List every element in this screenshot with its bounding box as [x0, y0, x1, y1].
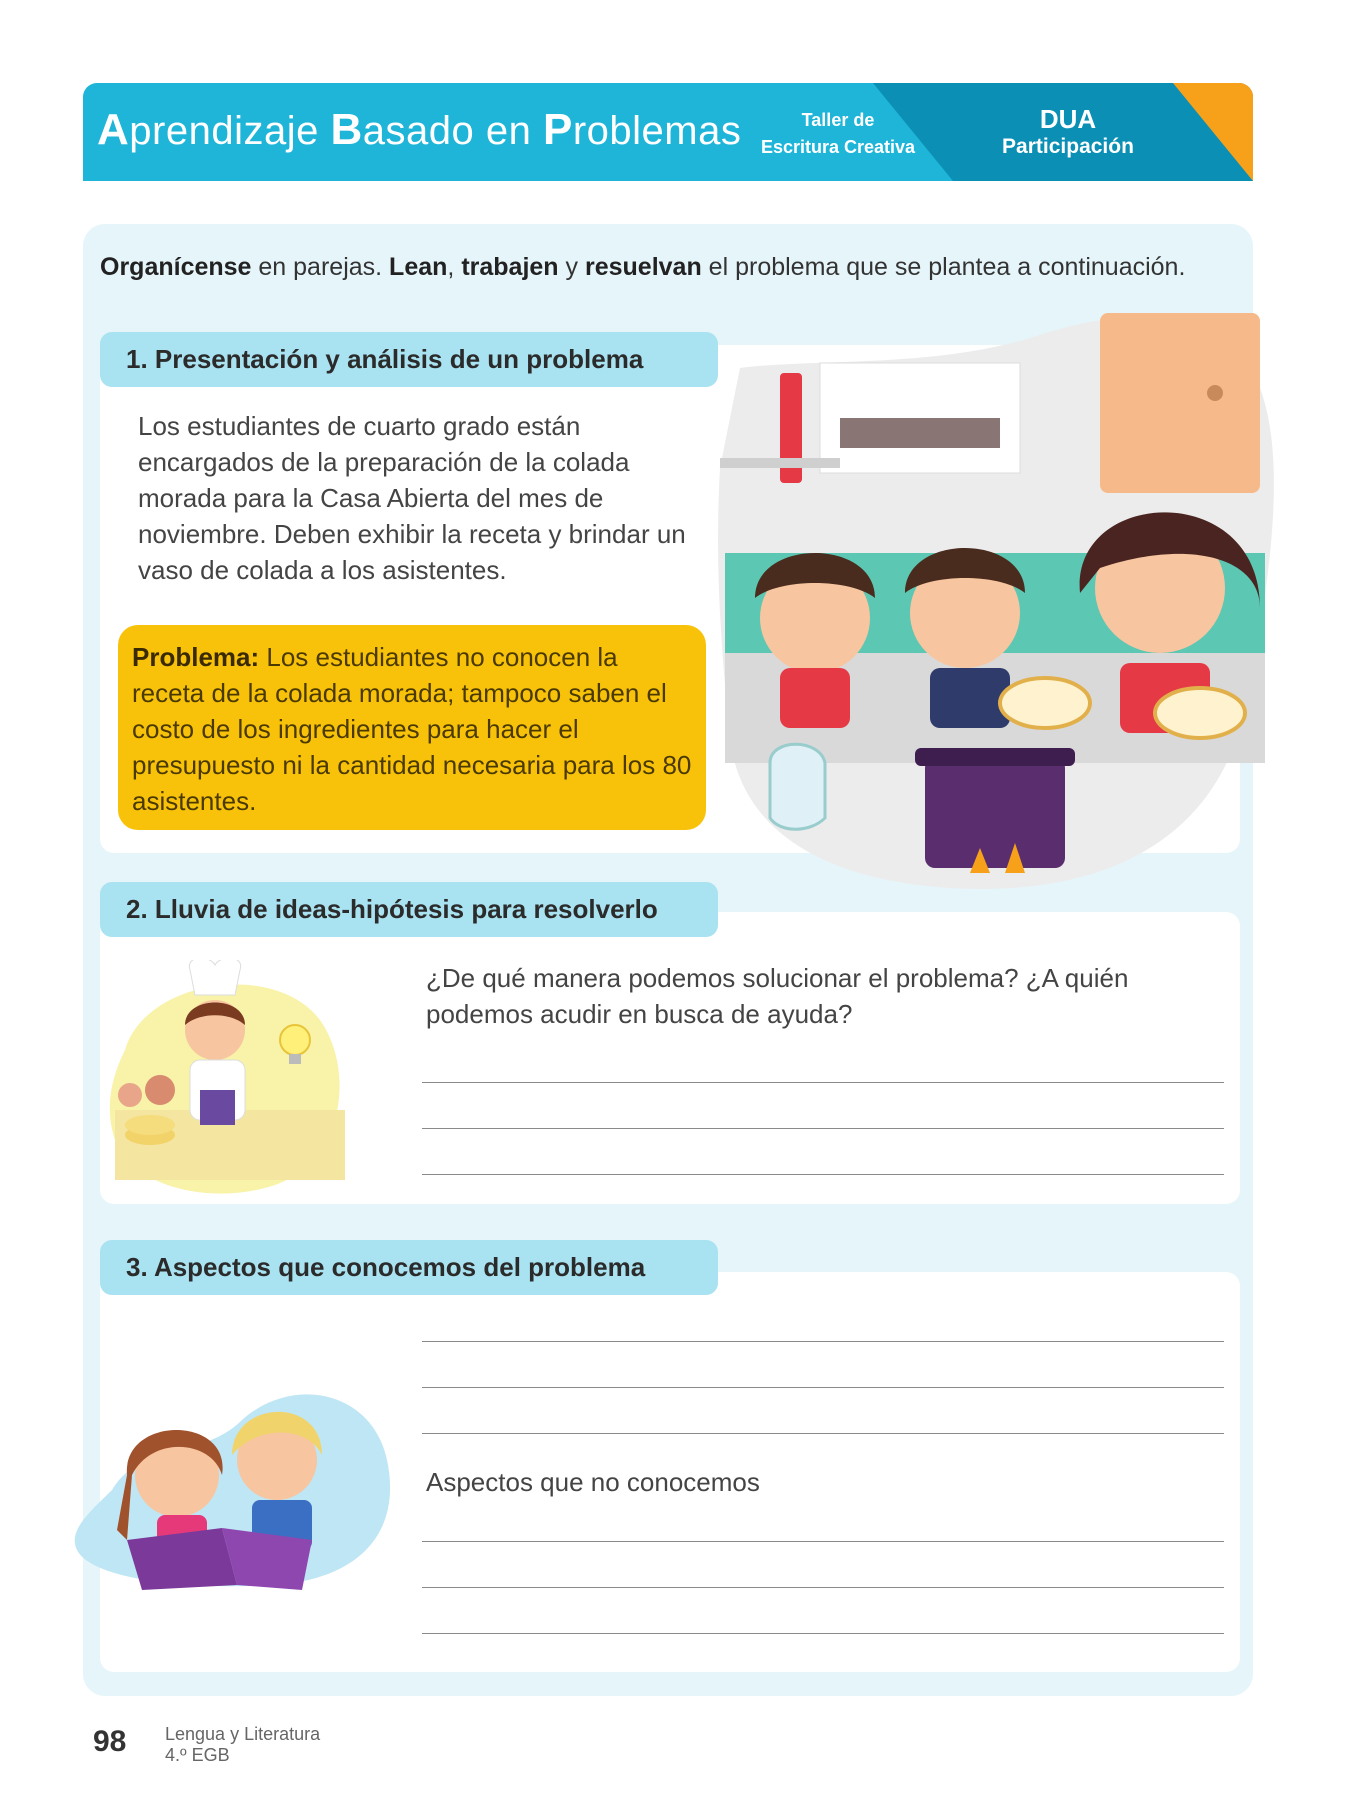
instruction-text: Organícense en parejas. Lean, trabajen y resuelvan el problema que se plantea a continuación. [100, 253, 1186, 281]
brainstorm-question: ¿De qué manera podemos solucionar el problema? ¿A quién podemos acudir en busca de ayuda? [426, 963, 1129, 1029]
problem-box [118, 625, 706, 830]
dua-label: DUA Participación [1002, 104, 1134, 158]
unknown-aspects-label: Aspectos que no conocemos [426, 1467, 760, 1497]
answer-line[interactable] [422, 1387, 1224, 1388]
section2-heading: 2. Lluvia de ideas-hipótesis para resolverlo [100, 882, 718, 937]
answer-line[interactable] [422, 1541, 1224, 1542]
answer-line[interactable] [422, 1128, 1224, 1129]
chef-illustration [105, 960, 355, 1200]
answer-line[interactable] [422, 1174, 1224, 1175]
answer-line[interactable] [422, 1587, 1224, 1588]
answer-line[interactable] [422, 1341, 1224, 1342]
page-title: Aprendizaje Basado en Problemas [97, 105, 742, 154]
kitchen-illustration [700, 308, 1275, 893]
section3-heading: 3. Aspectos que conocemos del problema [100, 1240, 718, 1295]
footer-subject: Lengua y Literatura 4.º EGB [165, 1724, 321, 1765]
workshop-label: Taller de Escritura Creativa [760, 110, 916, 157]
answer-line[interactable] [422, 1082, 1224, 1083]
story-paragraph: Los estudiantes de cuarto grado están encargados de la preparación de la colada morada para la Casa Abierta del mes de noviembre. Deben exhibir la receta y brindar un vaso de colada a los asistentes. [138, 411, 686, 585]
reading-kids-illustration [72, 1380, 397, 1595]
problem-text: Los estudiantes no conocen la receta de la colada morada; tampoco saben el costo de los ingredientes para hacer el presupuesto ni la cantidad necesaria para los 80 asistentes. [132, 642, 692, 816]
answer-line[interactable] [422, 1633, 1224, 1634]
section1-heading: 1. Presentación y análisis de un problema [100, 332, 718, 387]
problem-label: Problema: [132, 642, 260, 672]
answer-line[interactable] [422, 1433, 1224, 1434]
page-number: 98 [93, 1725, 127, 1758]
header-banner [83, 83, 1253, 181]
